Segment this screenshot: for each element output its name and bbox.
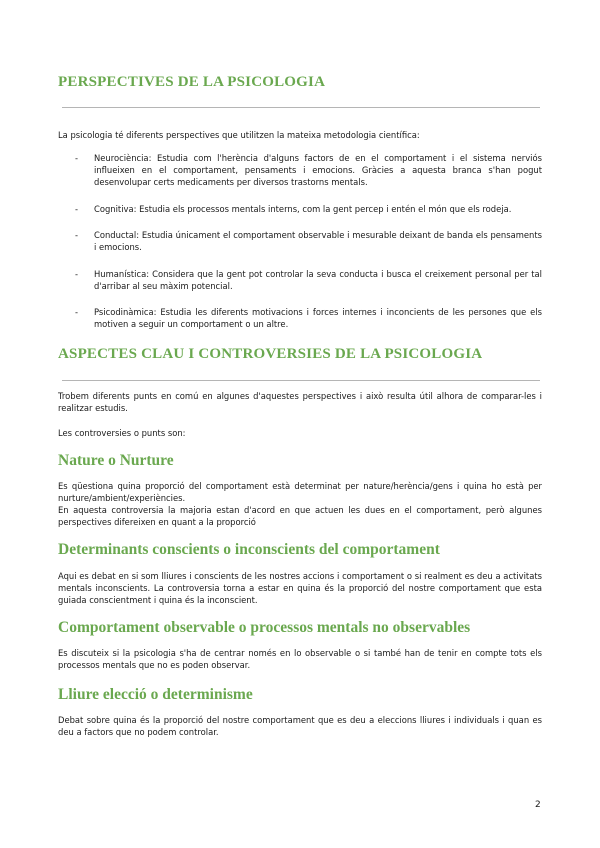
- intro-paragraph: La psicologia té diferents perspectives que utilitzen la mateixa metodologia científica:: [58, 130, 420, 140]
- topic-paragraph: Aqui es debat en si som lliures i conscients de les nostres accions i comportament o si realment es deu a activitats mentals inconscients. La controversia torna a estar en quina és la proporció del nostre comportament que esta guiada conscientment i quina és la inconscient.: [58, 571, 542, 605]
- list-item: - Psicodinàmica: Estudia les diferents motivacions i forces internes i inconcients de les persones que els motiven a seguir un comportament o un altre.: [75, 307, 542, 329]
- topic-paragraph: Debat sobre quina és la proporció del nostre comportament que es deu a eleccions lliures i individuals i quan es deu a factors que no podem controlar.: [58, 715, 542, 737]
- section-title-perspectives: PERSPECTIVES DE LA PSICOLOGIA: [58, 74, 326, 90]
- topic-title: Nature o Nurture: [58, 452, 174, 469]
- topic-title: Comportament observable o processos mentals no observables: [58, 619, 471, 636]
- topic-paragraph: Es qüestiona quina proporció del comportament està determinat per nature/herència/gens i quina ho està per nurture/ambient/experiències.: [58, 481, 542, 503]
- aspectes-intro: Trobem diferents punts en comú en algunes d'aquestes perspectives i això resulta útil alhora de comparar-les i realitzar estudis.: [58, 391, 542, 413]
- section-divider: [62, 380, 540, 381]
- list-item: - Humanística: Considera que la gent pot controlar la seva conducta i busca el creixement personal per tal d'arribar al seu màxim potencial.: [75, 268, 542, 291]
- topic-paragraph: Es discuteix si la psicologia s'ha de centrar només en lo observable o si també han de tenir en compte tots els processos mentals que no es poden observar.: [58, 648, 542, 670]
- perspectives-list: [58, 152, 542, 345]
- list-item: - Cognitiva: Estudia els processos mentals interns, com la gent percep i entén el món que els rodeja.: [75, 203, 512, 214]
- topic-title: Determinants conscients o inconscients del comportament: [58, 541, 440, 558]
- topic-paragraph: En aquesta controversia la majoria estan d'acord en que actuen les dues en el comportament, però algunes perspectives difereixen en quant a la proporció: [58, 505, 542, 527]
- page-number: 2: [535, 800, 541, 810]
- topic-title: Lliure elecció o determinisme: [58, 686, 253, 703]
- list-item: - Conductal: Estudia únicament el comportament observable i mesurable deixant de banda els pensaments i emocions.: [75, 230, 542, 252]
- section-title-aspectes: ASPECTES CLAU I CONTROVERSIES DE LA PSICOLOGIA: [58, 346, 483, 362]
- controversies-intro: Les controversies o punts son:: [58, 428, 186, 438]
- section-divider: [62, 107, 540, 108]
- list-item: - Neurociència: Estudia com l'herència d'alguns factors de en el comportament i el sistema nerviós influeixen en el comportament, pensaments i emocions. Gràcies a aquesta branca s'han pogut desenvolupar certs medicaments per diversos trastorns mentals.: [75, 153, 542, 187]
